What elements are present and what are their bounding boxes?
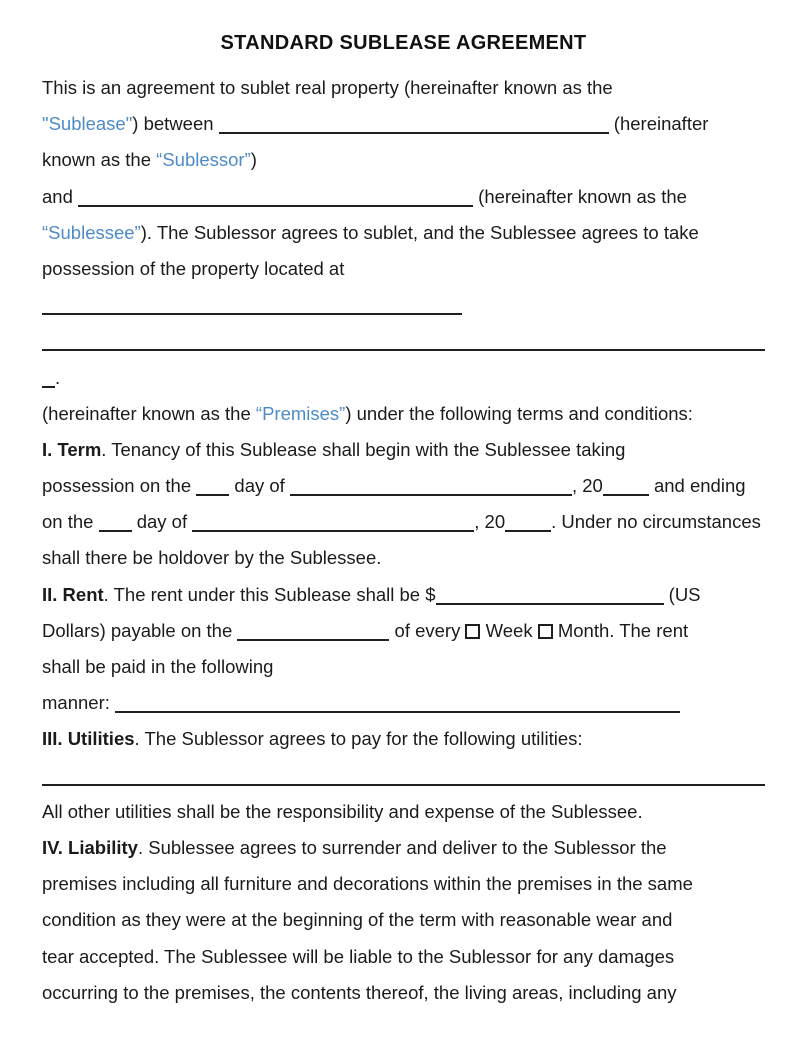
text-run: (hereinafter [608,113,709,135]
text-run: on the [42,511,99,533]
rent-section-line-2 [42,613,765,649]
intro-line-2 [42,106,765,142]
rent-section-line-3 [42,649,765,685]
text-run: possession of the property located at [42,257,345,279]
intro-line-6 [42,251,765,287]
text-run: manner: [42,692,116,714]
rent-section-line-4 [42,685,765,721]
start-month-blank[interactable] [290,493,572,496]
text-run: and [42,185,79,207]
text-run: (US [663,583,701,605]
utilities-list-blank[interactable] [42,783,765,786]
text-run: ) [250,149,257,171]
text-run: , 20 [474,511,506,533]
property-address-blank-2[interactable] [42,348,765,351]
text-run: (hereinafter known as the [42,402,256,424]
text-run: occurring to the premises, the contents thereof, the living areas, including any [42,981,677,1003]
intro-line-5 [42,215,765,251]
section-heading-term: I. Term [42,438,102,460]
text-run: shall there be holdover by the Sublessee. [42,547,382,569]
week-checkbox[interactable] [465,624,480,639]
text-run: known as the [42,149,157,171]
section-heading-liability: IV. Liability [42,836,138,858]
text-run: All other utilities shall be the responsibility and expense of the Sublessee. [42,800,643,822]
text-run: ) between [132,113,219,135]
sublessee-name-blank[interactable] [78,204,473,207]
document-body [42,70,765,1011]
text-run: tear accepted. The Sublessee will be liable to the Sublessor for any damages [42,945,675,967]
liability-section-line-1 [42,830,765,866]
sublessor-name-blank[interactable] [219,131,609,134]
rent-section-line-1 [42,577,765,613]
start-day-blank[interactable] [196,493,229,496]
text-run: . Sublessee agrees to surrender and deliver to the Sublessor the [137,836,667,858]
property-address-blank-3[interactable] [42,385,55,388]
month-checkbox[interactable] [538,624,553,639]
rent-due-day-blank[interactable] [237,638,389,641]
intro-line-3 [42,142,765,178]
text-run: and ending [648,475,746,497]
term-sublessor: “Sublessor” [156,149,251,171]
term-section-line-2 [42,468,765,504]
text-run: ). The Sublessor agrees to sublet, and the Sublessee agrees to take [140,221,699,243]
text-run: ) under the following terms and conditions: [345,402,693,424]
text-run: possession on the [42,475,197,497]
liability-section-line-2 [42,866,765,902]
end-month-blank[interactable] [192,529,474,532]
text-run: Dollars) payable on the [42,619,238,641]
liability-section-line-5 [42,975,765,1011]
start-year-blank[interactable] [603,493,649,496]
term-sublessee: “Sublessee” [42,221,141,243]
text-run: day of [131,511,193,533]
text-run: Week [480,619,538,641]
text-run: shall be paid in the following [42,656,274,677]
premises-line [42,396,765,432]
document-title: STANDARD SUBLEASE AGREEMENT [220,32,587,54]
rent-amount-blank[interactable] [436,602,664,605]
utilities-blank-line [42,758,765,794]
property-address-line-1 [42,287,765,323]
section-heading-utilities: III. Utilities [42,728,135,750]
text-run: day of [229,475,290,497]
property-address-line-2 [42,323,765,359]
text-run: This is an agreement to sublet real property (hereinafter known as the [42,77,613,98]
text-run: . The rent under this Sublease shall be $ [103,583,436,605]
end-day-blank[interactable] [99,529,132,532]
text-run: (hereinafter known as the [473,185,687,207]
liability-section-line-4 [42,939,765,975]
payment-manner-blank[interactable] [115,710,680,713]
end-year-blank[interactable] [505,529,551,532]
intro-line-4 [42,179,765,215]
property-address-blank-1[interactable] [42,312,462,315]
text-run: . The Sublessor agrees to pay for the following utilities: [134,728,583,750]
text-run: of every [389,619,466,641]
text-run: . [55,366,61,388]
term-premises: “Premises” [255,402,346,424]
text-run: . Tenancy of this Sublease shall begin with the Sublessee taking [101,438,626,460]
intro-line-1 [42,70,765,106]
text-run: , 20 [571,475,603,497]
liability-section-line-3 [42,902,765,938]
text-run: Month. The rent [552,619,689,641]
term-sublease: "Sublease" [42,113,133,135]
term-section-line-4 [42,540,765,576]
utilities-section-line-2 [42,794,765,830]
text-run: premises including all furniture and decorations within the premises in the same [42,873,693,895]
property-address-line-3 [42,360,765,396]
text-run: condition as they were at the beginning of the term with reasonable wear and [42,909,673,931]
term-section-line-1 [42,432,765,468]
term-section-line-3 [42,504,765,540]
section-heading-rent: II. Rent [42,583,104,605]
text-run: . Under no circumstances [551,511,761,533]
utilities-section-line-1 [42,721,765,757]
